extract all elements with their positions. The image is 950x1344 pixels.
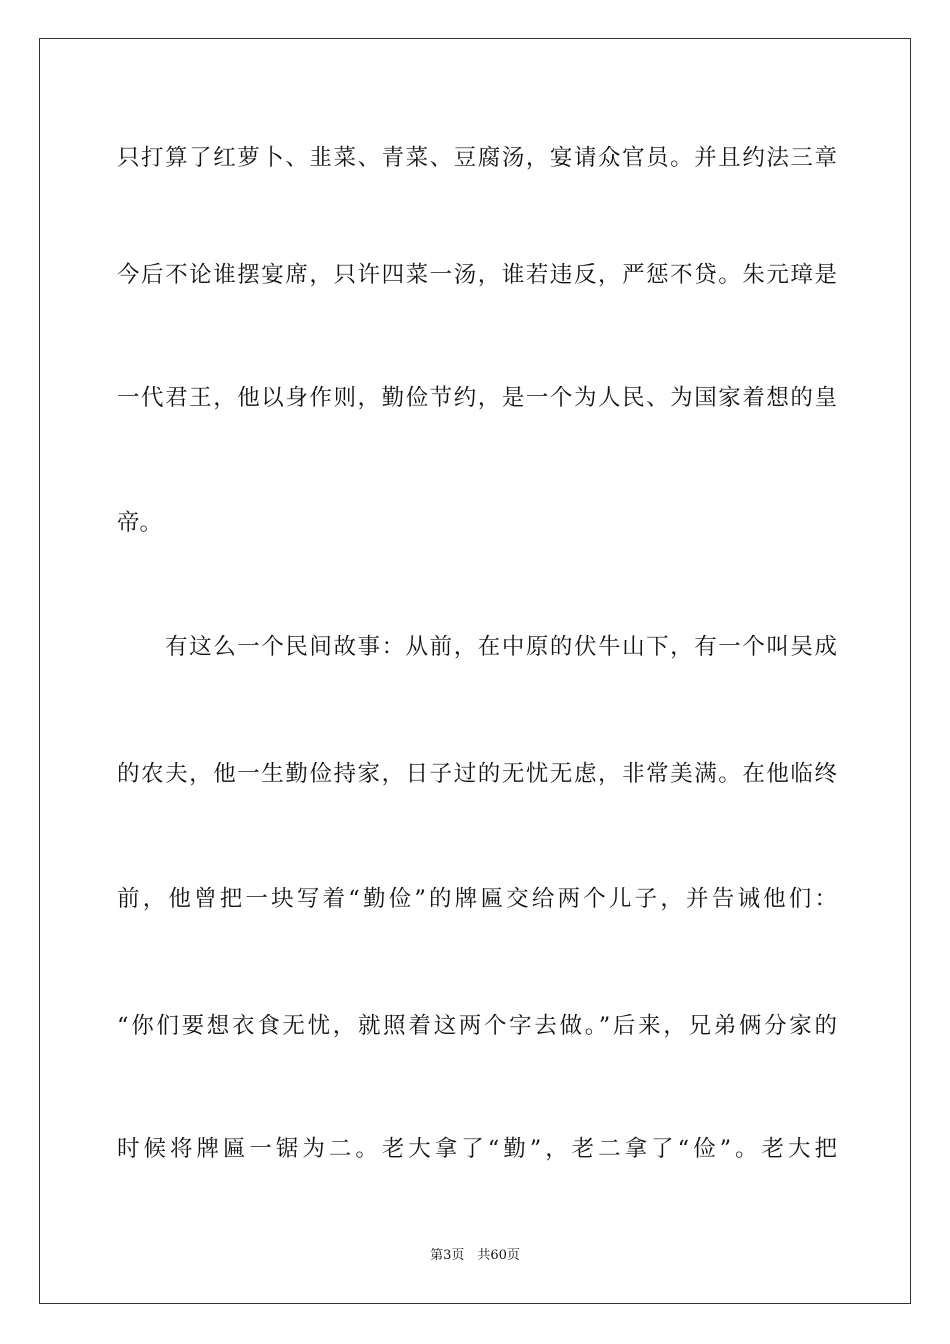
- text-line-3: 一代君王，他以身作则，勤俭节约，是一个为人民、为国家着想的皇: [117, 385, 837, 411]
- text-line-7: 前，他曾把一块写着“勤俭”的牌匾交给两个儿子，并告诫他们：: [117, 886, 837, 912]
- text-line-8: “你们要想衣食无忧，就照着这两个字去做。”后来，兄弟俩分家的: [117, 1013, 837, 1039]
- page-footer: 第3页 共60页: [430, 1248, 520, 1263]
- page-frame: [39, 38, 911, 1304]
- text-line-9: 时候将牌匾一锯为二。老大拿了“勤”，老二拿了“俭”。老大把: [117, 1136, 837, 1162]
- text-line-1: 只打算了红萝卜、韭菜、青菜、豆腐汤，宴请众官员。并且约法三章: [117, 145, 837, 171]
- text-line-5: 有这么一个民间故事：从前，在中原的伏牛山下，有一个叫吴成: [117, 634, 837, 660]
- text-line-4: 帝。: [117, 510, 163, 536]
- text-line-2: 今后不论谁摆宴席，只许四菜一汤，谁若违反，严惩不贷。朱元璋是: [117, 262, 837, 288]
- text-line-6: 的农夫，他一生勤俭持家，日子过的无忧无虑，非常美满。在他临终: [117, 761, 837, 787]
